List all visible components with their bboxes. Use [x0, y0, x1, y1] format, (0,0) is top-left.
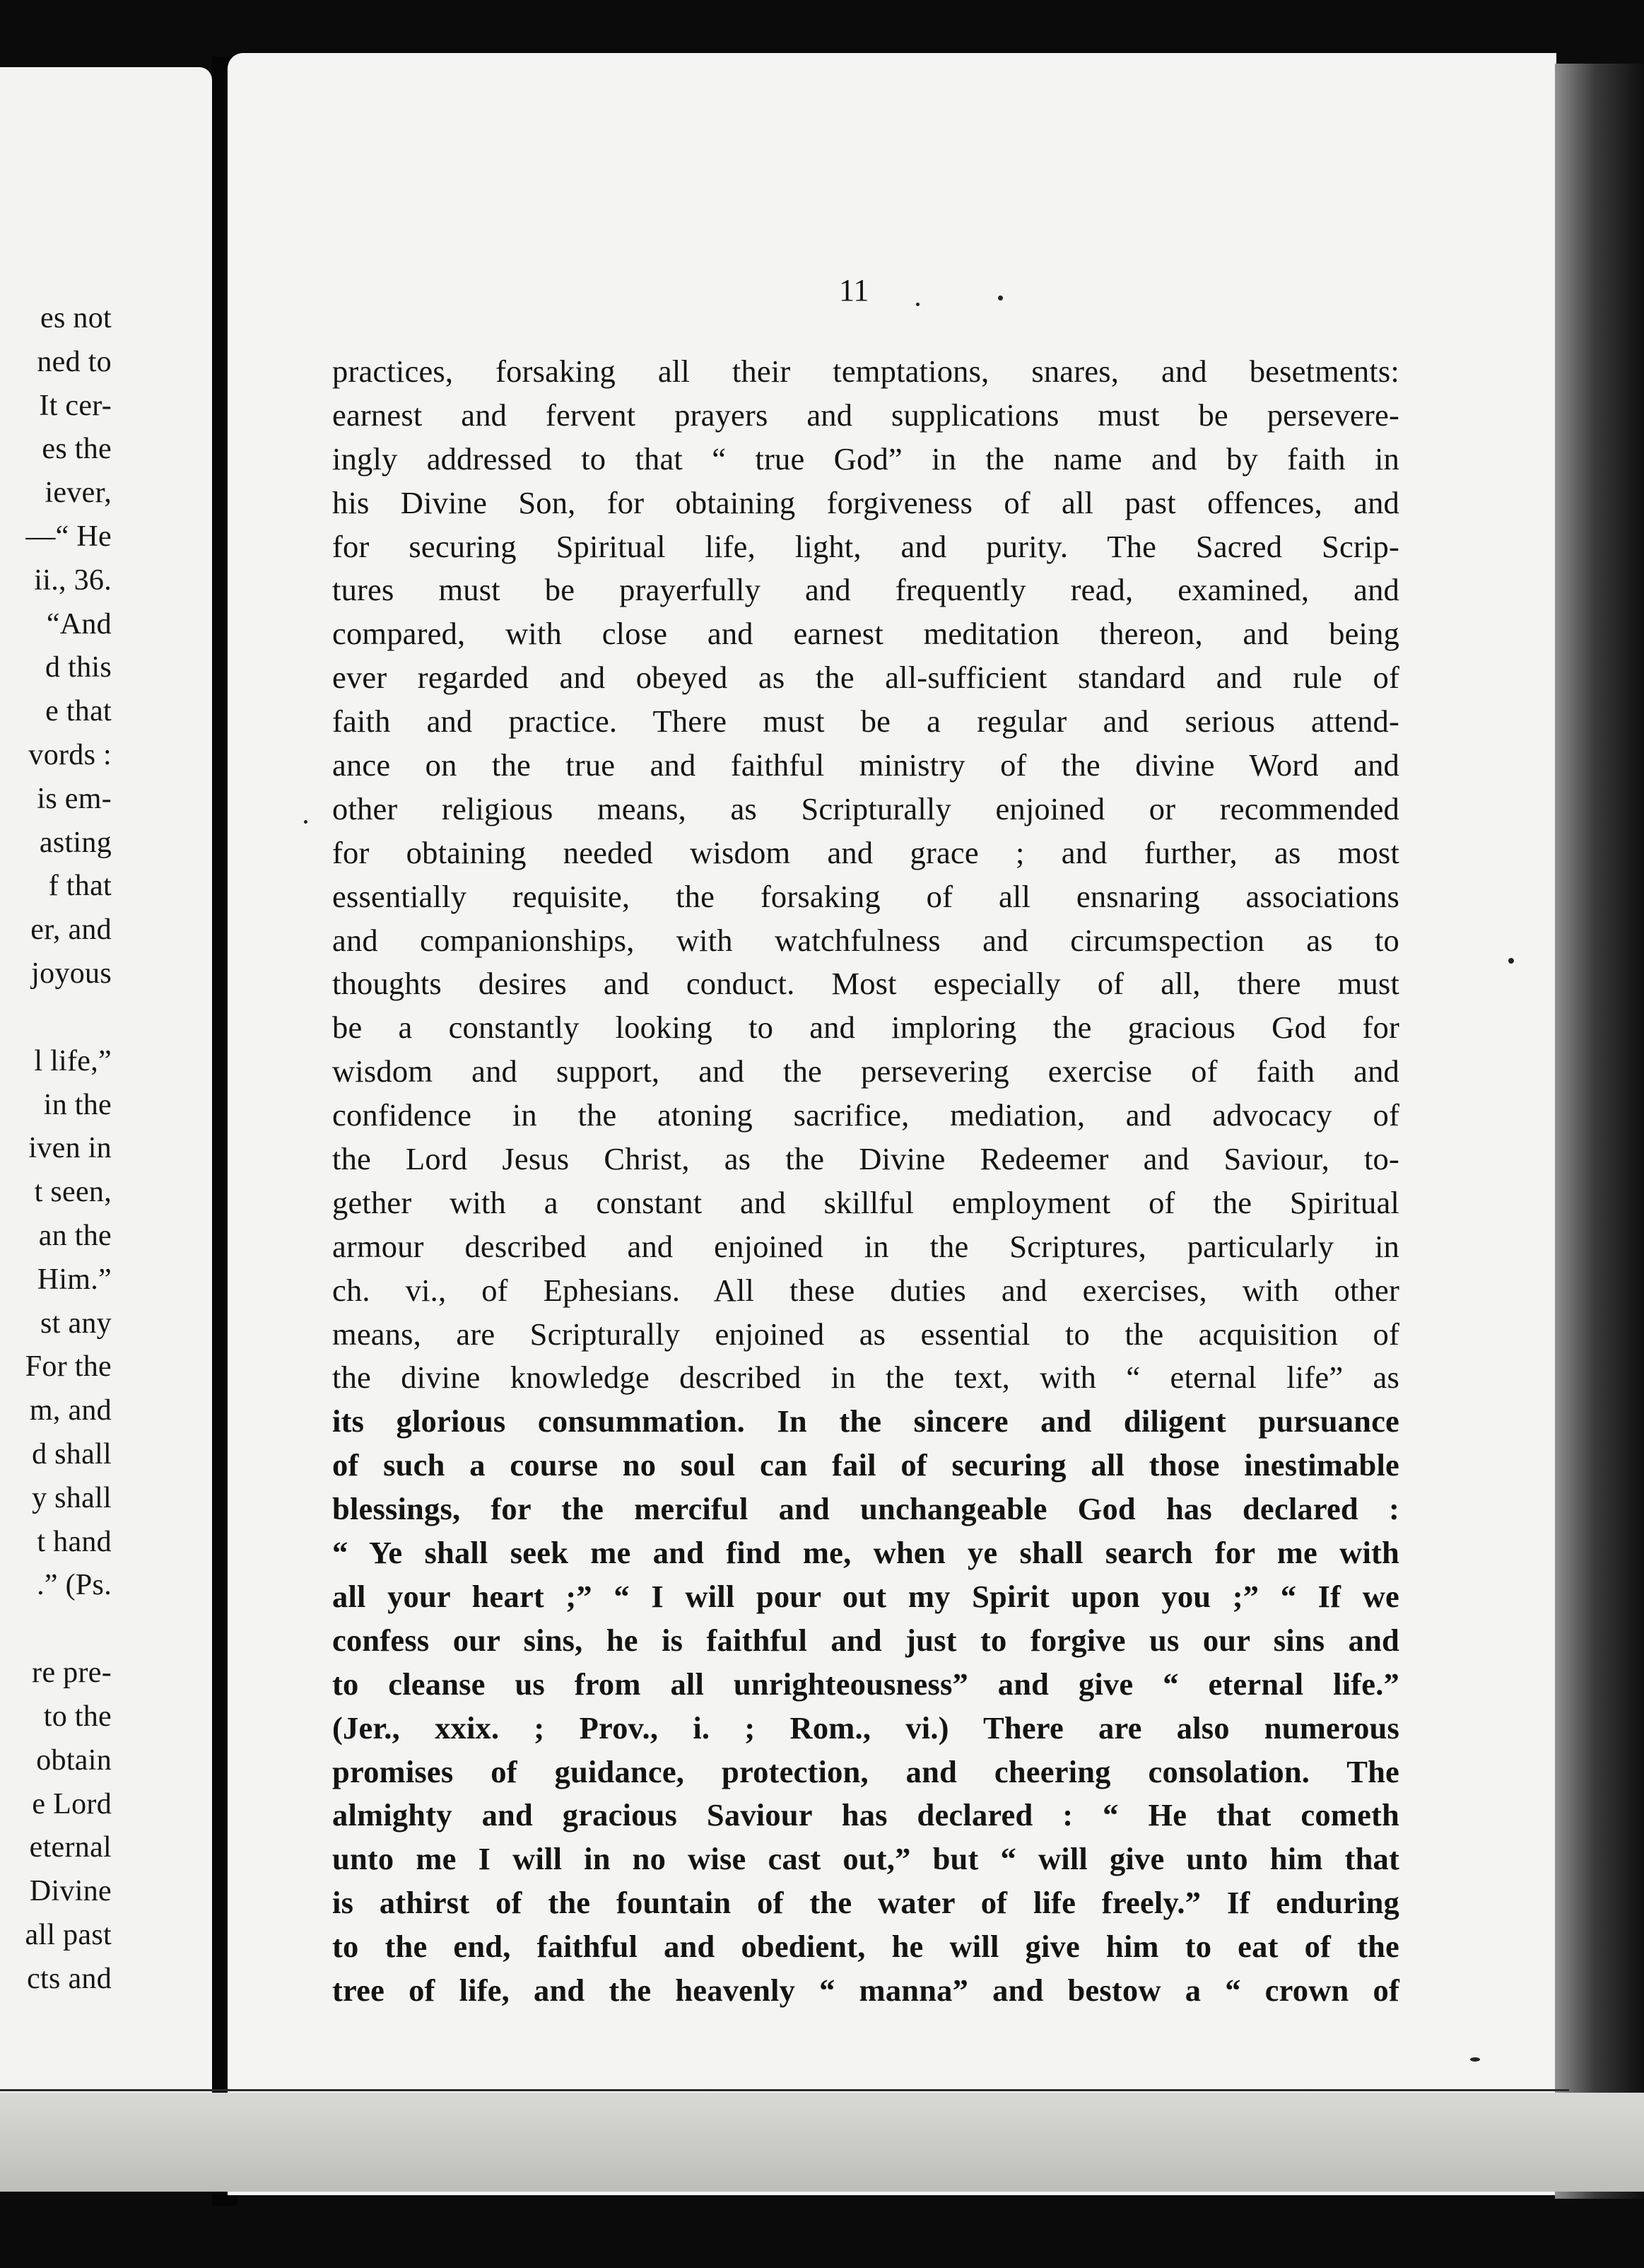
text-line: to cleanse us from all unrighteousness” and give “ eternal life.” [332, 1666, 1399, 1702]
text-line: for securing Spiritual life, light, and purity. The Sacred Scrip- [332, 528, 1399, 564]
facing-page-text [0, 297, 212, 2001]
facing-line: cts and [27, 1962, 112, 1995]
facing-line: to the [43, 1700, 112, 1733]
text-line: compared, with close and earnest meditation thereon, and being [332, 616, 1399, 652]
text-line: ever regarded and obeyed as the all-sufficient standard and rule of [332, 660, 1399, 696]
text-line: (Jer., xxix. ; Prov., i. ; Rom., vi.) There are also numerous [332, 1709, 1399, 1746]
text-line: tures must be prayerfully and frequently read, examined, and [332, 572, 1399, 608]
text-line: practices, forsaking all their temptations, snares, and besetments: [332, 353, 1399, 389]
facing-line: e Lord [32, 1787, 112, 1820]
text-line: means, are Scripturally enjoined as essential to the acquisition of [332, 1316, 1399, 1352]
facing-line: es not [40, 302, 112, 334]
facing-gap [0, 996, 212, 1040]
facing-line: ii., 36. [34, 563, 112, 597]
body-text [332, 350, 1399, 2013]
facing-line: Him.” [37, 1263, 112, 1296]
text-line: ingly addressed to that “ true God” in the name and by faith in [332, 440, 1399, 477]
bottom-rule [0, 2089, 1569, 2091]
scan-speck [916, 303, 920, 306]
facing-line: re pre- [32, 1656, 112, 1690]
text-line: ch. vi., of Ephesians. All these duties and exercises, with other [332, 1272, 1399, 1308]
text-line: ance on the true and faithful ministry of the divine Word and [332, 747, 1399, 783]
facing-line: .” (Ps. [37, 1569, 112, 1602]
facing-gap [0, 1608, 212, 1652]
facing-line: st any [40, 1307, 112, 1340]
text-line: gether with a constant and skillful employment of the Spiritual [332, 1184, 1399, 1220]
facing-line: y shall [32, 1481, 112, 1514]
facing-line: e that [45, 695, 112, 728]
text-line: tree of life, and the heavenly “ manna” and bestow a “ crown of [332, 1972, 1399, 2008]
facing-line: ned to [37, 345, 112, 378]
facing-line: t hand [37, 1525, 112, 1558]
text-line: of such a course no soul can fail of securing all those inestimable [332, 1447, 1399, 1483]
facing-line: m, and [29, 1394, 112, 1427]
page-number: 11 [839, 273, 869, 308]
facing-line: eternal [29, 1831, 112, 1864]
page-edge-shadow [1555, 64, 1644, 2199]
text-line: the divine knowledge described in the text, with “ eternal life” as [332, 1360, 1399, 1396]
facing-page-left [0, 67, 212, 2192]
text-line: essentially requisite, the forsaking of all ensnaring associations [332, 878, 1399, 914]
text-line: confess our sins, he is faithful and just to forgive us our sins and [332, 1622, 1399, 1658]
facing-line: er, and [30, 913, 112, 947]
text-line: almighty and gracious Saviour has declared : “ He that cometh [332, 1797, 1399, 1833]
text-line: for obtaining needed wisdom and grace ; and further, as most [332, 834, 1399, 870]
scan-speck [1470, 2057, 1480, 2062]
scan-speck [998, 296, 1003, 300]
text-line: its glorious consummation. In the sincere and diligent pursuance [332, 1403, 1399, 1439]
facing-line: es the [42, 433, 112, 466]
text-line: confidence in the atoning sacrifice, mediation, and advocacy of [332, 1097, 1399, 1133]
scan-speck [304, 820, 307, 824]
text-line: blessings, for the merciful and unchangeable God has declared : [332, 1491, 1399, 1527]
facing-line: For the [25, 1350, 112, 1384]
text-line: is athirst of the fountain of the water of life freely.” If enduring [332, 1885, 1399, 1921]
text-line: other religious means, as Scripturally enjoined or recommended [332, 790, 1399, 826]
facing-line: f that [48, 870, 112, 903]
facing-line: “And [46, 607, 112, 641]
facing-line: joyous [31, 957, 112, 990]
text-line: earnest and fervent prayers and supplications must be persevere- [332, 397, 1399, 433]
facing-line: d this [45, 651, 112, 684]
facing-line: It cer- [39, 389, 112, 422]
scan-speck [1508, 958, 1514, 964]
text-line: armour described and enjoined in the Scriptures, particularly in [332, 1228, 1399, 1264]
text-line: wisdom and support, and the persevering exercise of faith and [332, 1053, 1399, 1089]
facing-line: an the [38, 1219, 112, 1252]
facing-line: Divine [29, 1875, 112, 1908]
facing-line: in the [43, 1088, 112, 1121]
facing-line: iever, [45, 477, 112, 510]
text-line: be a constantly looking to and imploring the gracious God for [332, 1010, 1399, 1046]
text-line: all your heart ;” “ I will pour out my Spirit upon you ;” “ If we [332, 1578, 1399, 1614]
facing-line: is em- [37, 782, 112, 815]
facing-line: d shall [32, 1437, 112, 1471]
facing-line: all past [25, 1918, 112, 1951]
facing-line: asting [39, 826, 112, 859]
facing-line: t seen, [34, 1176, 112, 1209]
facing-line: obtain [36, 1743, 112, 1777]
bottom-margin-strip [0, 2093, 1644, 2192]
text-line: promises of guidance, protection, and cheering consolation. The [332, 1753, 1399, 1789]
text-line: the Lord Jesus Christ, as the Divine Redeemer and Saviour, to- [332, 1141, 1399, 1177]
text-line: unto me I will in no wise cast out,” but “ will give unto him that [332, 1841, 1399, 1877]
text-line: and companionships, with watchfulness and circumspection as to [332, 922, 1399, 958]
text-line: his Divine Son, for obtaining forgiveness of all past offences, and [332, 484, 1399, 520]
facing-line: l life,” [34, 1044, 112, 1077]
facing-line: iven in [28, 1132, 112, 1165]
facing-line: vords : [28, 738, 112, 771]
text-line: to the end, faithful and obedient, he will give him to eat of the [332, 1929, 1399, 1965]
text-line: “ Ye shall seek me and find me, when ye shall search for me with [332, 1535, 1399, 1571]
text-line: faith and practice. There must be a regular and serious attend- [332, 703, 1399, 740]
facing-line: —“ He [25, 520, 112, 553]
text-line: thoughts desires and conduct. Most especially of all, there must [332, 966, 1399, 1002]
